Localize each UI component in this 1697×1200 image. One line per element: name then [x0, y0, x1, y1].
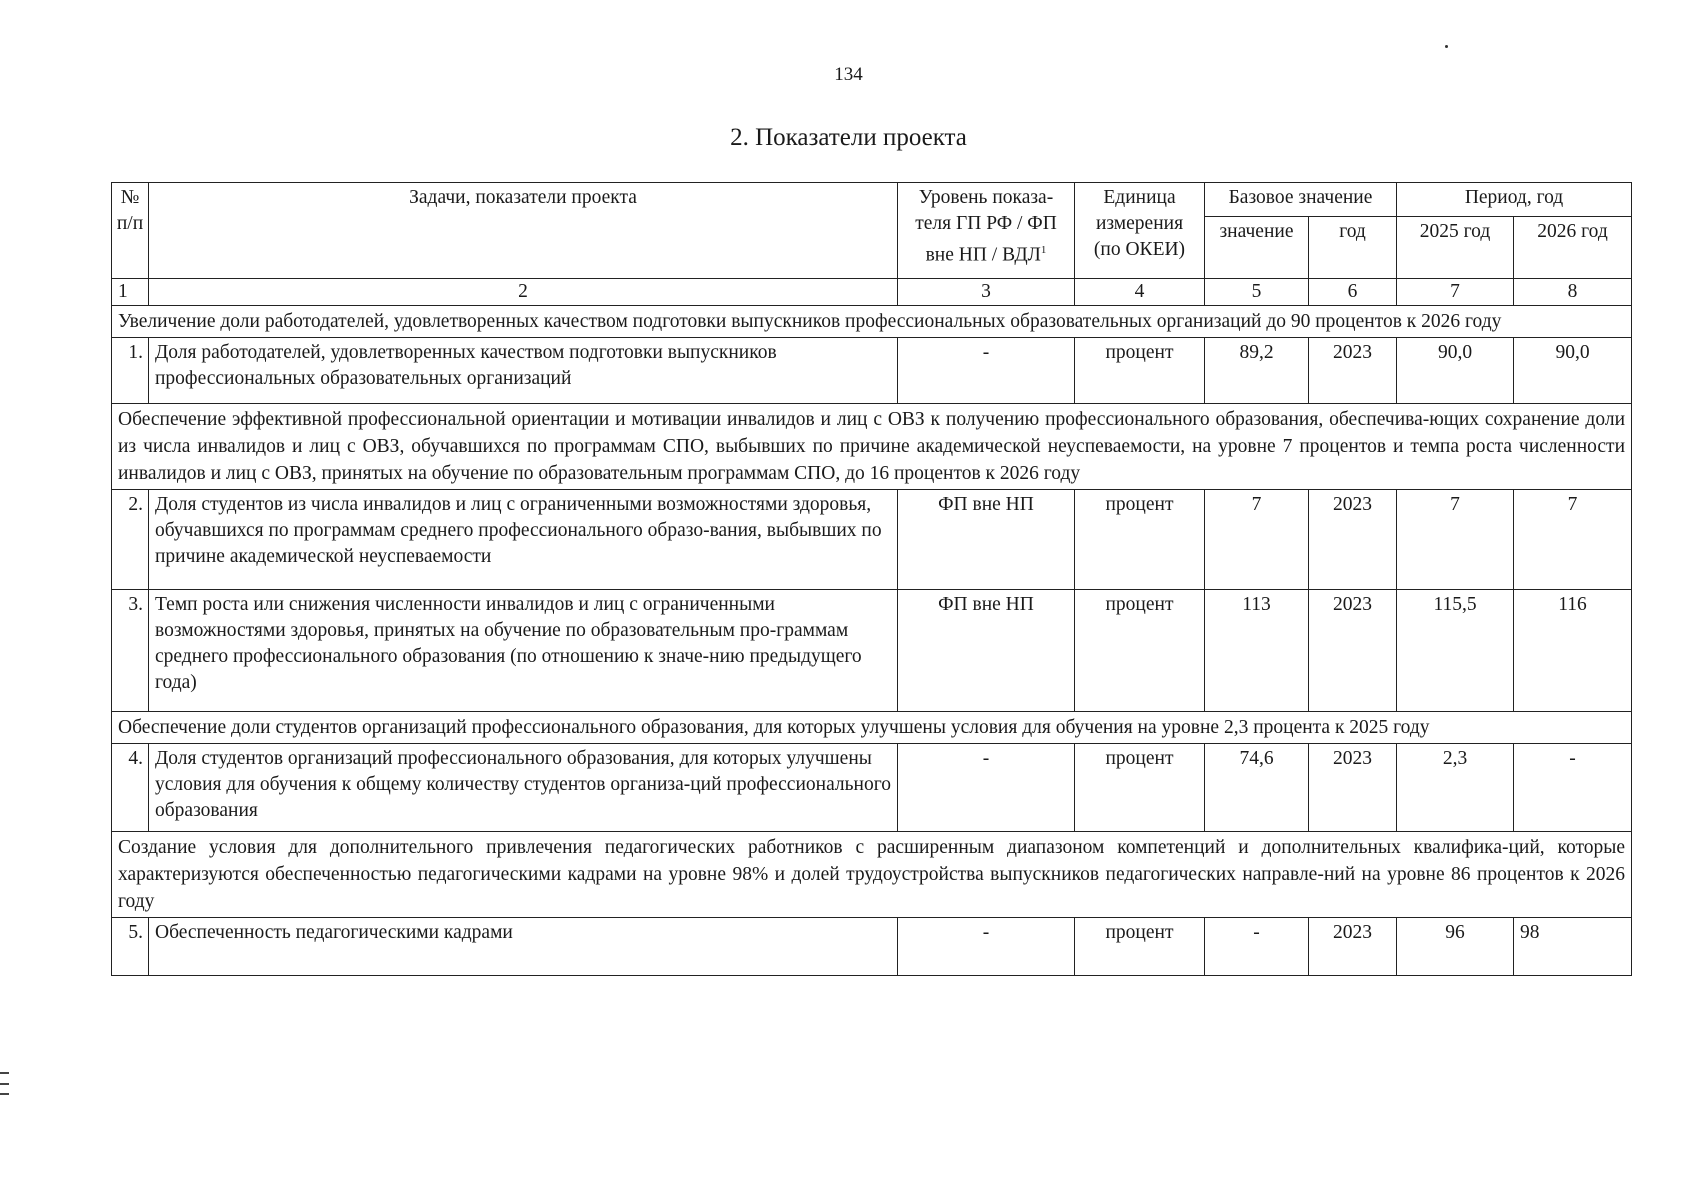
row-2025: 96: [1397, 918, 1514, 976]
row-name: Доля студентов из числа инвалидов и лиц с ограниченными возможностями здоровья, обучавшихся по программам среднего профессионального образо-вания, выбывших по причине академической неуспеваемости: [149, 490, 898, 590]
row-num: 2.: [112, 490, 149, 590]
header-period: Период, год: [1397, 183, 1632, 217]
section-row: [112, 712, 1632, 744]
column-number: 5: [1205, 279, 1309, 306]
row-2026: -: [1514, 744, 1632, 832]
row-base-year: 2023: [1309, 918, 1397, 976]
row-2026: 90,0: [1514, 338, 1632, 404]
row-unit: процент: [1075, 744, 1205, 832]
row-num: 3.: [112, 590, 149, 712]
row-level: -: [898, 918, 1075, 976]
row-base-year: 2023: [1309, 490, 1397, 590]
row-name: Доля студентов организаций профессионального образования, для которых улучшены условия для обучения к общему количеству студентов организа-ций профессионального образования: [149, 744, 898, 832]
row-base-year: 2023: [1309, 590, 1397, 712]
row-2025: 90,0: [1397, 338, 1514, 404]
section-row: [112, 404, 1632, 490]
row-base-value: -: [1205, 918, 1309, 976]
row-2026: 7: [1514, 490, 1632, 590]
header-2026: 2026 год: [1514, 217, 1632, 279]
row-num: 5.: [112, 918, 149, 976]
column-number: 7: [1397, 279, 1514, 306]
scan-speck: [1445, 45, 1448, 48]
page-number: 134: [834, 64, 863, 85]
section-row: [112, 306, 1632, 338]
header-level-text: Уровень показа-теля ГП РФ / ФП вне НП / ВДЛ: [915, 187, 1057, 266]
header-base-value: значение: [1205, 217, 1309, 279]
row-base-value: 113: [1205, 590, 1309, 712]
footnote-mark: 1: [1040, 244, 1047, 256]
column-number: 6: [1309, 279, 1397, 306]
section-row: [112, 832, 1632, 918]
column-number: 2: [149, 279, 898, 306]
row-2026: 98: [1514, 918, 1632, 976]
row-2025: 7: [1397, 490, 1514, 590]
row-base-value: 74,6: [1205, 744, 1309, 832]
column-number: 8: [1514, 279, 1632, 306]
header-base-year: год: [1309, 217, 1397, 279]
row-level: ФП вне НП: [898, 590, 1075, 712]
header-num: № п/п: [112, 183, 149, 279]
table-row: [112, 590, 1632, 712]
table-row: [112, 490, 1632, 590]
header-row: [112, 183, 1632, 217]
row-base-year: 2023: [1309, 338, 1397, 404]
row-num: 4.: [112, 744, 149, 832]
row-base-year: 2023: [1309, 744, 1397, 832]
section-task: Обеспечение доли студентов организаций профессионального образования, для которых улучшены условия для обучения на уровне 2,3 процента к 2025 году: [112, 712, 1632, 744]
row-unit: процент: [1075, 338, 1205, 404]
row-level: -: [898, 338, 1075, 404]
table-row: [112, 744, 1632, 832]
row-base-value: 89,2: [1205, 338, 1309, 404]
row-name: Обеспеченность педагогическими кадрами: [149, 918, 898, 976]
row-2026: 116: [1514, 590, 1632, 712]
table-row: [112, 918, 1632, 976]
column-number-row: [112, 279, 1632, 306]
column-number: 3: [898, 279, 1075, 306]
row-name: Темп роста или снижения численности инвалидов и лиц с ограниченными возможностями здоровья, принятых на обучение по образовательным про-граммам среднего профессионального образования (по отношению к значе-нию предыдущего года): [149, 590, 898, 712]
row-name: Доля работодателей, удовлетворенных качеством подготовки выпускников профессиональных образовательных организаций: [149, 338, 898, 404]
indicators-table: [111, 182, 1632, 976]
header-base: Базовое значение: [1205, 183, 1397, 217]
column-number: 1: [112, 279, 149, 306]
row-unit: процент: [1075, 590, 1205, 712]
row-level: ФП вне НП: [898, 490, 1075, 590]
header-level: [898, 183, 1075, 279]
header-unit: Единица измерения (по ОКЕИ): [1075, 183, 1205, 279]
row-unit: процент: [1075, 918, 1205, 976]
header-2025: 2025 год: [1397, 217, 1514, 279]
page-title: 2. Показатели проекта: [730, 124, 967, 151]
row-num: 1.: [112, 338, 149, 404]
scan-mark: [0, 1093, 9, 1095]
scan-mark: [0, 1083, 9, 1085]
row-2025: 115,5: [1397, 590, 1514, 712]
header-task: Задачи, показатели проекта: [149, 183, 898, 279]
row-2025: 2,3: [1397, 744, 1514, 832]
table-row: [112, 338, 1632, 404]
row-level: -: [898, 744, 1075, 832]
column-number: 4: [1075, 279, 1205, 306]
row-base-value: 7: [1205, 490, 1309, 590]
section-task: Обеспечение эффективной профессиональной ориентации и мотивации инвалидов и лиц с ОВЗ к получению профессионального образования, обеспечива-ющих сохранение доли из числа инвалидов и лиц с ОВЗ, обучавшихся по программам СПО, выбывших по причине академической неуспеваемости, на уровне 7 процентов и темпа роста численности инвалидов и лиц с ОВЗ, принятых на обучение по образовательным программам СПО, до 16 процентов к 2026 году: [112, 404, 1632, 490]
section-task: Увеличение доли работодателей, удовлетворенных качеством подготовки выпускников профессиональных образовательных организаций до 90 процентов к 2026 году: [112, 306, 1632, 338]
scan-mark: [0, 1072, 9, 1074]
section-task: Создание условия для дополнительного привлечения педагогических работников с расширенным диапазоном компетенций и дополнительных квалифика-ций, которые характеризуются обеспеченностью педагогическими кадрами на уровне 98% и долей трудоустройства выпускников педагогических направле-ний на уровне 86 процентов к 2026 году: [112, 832, 1632, 918]
row-unit: процент: [1075, 490, 1205, 590]
